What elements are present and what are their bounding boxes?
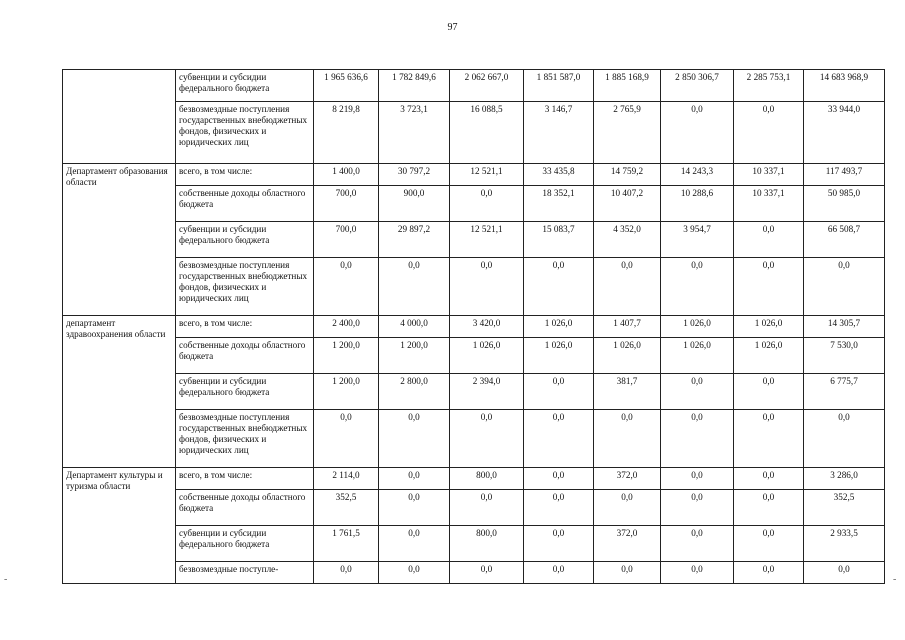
value-cell: 1 400,0 — [314, 164, 379, 186]
table-row — [63, 374, 885, 410]
value-cell: 0,0 — [379, 490, 450, 526]
value-cell: 0,0 — [314, 562, 379, 584]
value-cell: 2 850 306,7 — [661, 70, 734, 102]
value-cell: 2 394,0 — [450, 374, 524, 410]
value-cell: 8 219,8 — [314, 102, 379, 164]
table-row — [63, 316, 885, 338]
value-cell: 1 026,0 — [594, 338, 661, 374]
row-label-cell: всего, в том числе: — [176, 164, 314, 186]
table-row — [63, 562, 885, 584]
table-row — [63, 186, 885, 222]
row-label-cell: собственные доходы областного бюджета — [176, 186, 314, 222]
department-name-cell — [63, 70, 176, 164]
row-total-cell: 33 944,0 — [804, 102, 885, 164]
row-total-cell: 117 493,7 — [804, 164, 885, 186]
value-cell: 1 026,0 — [450, 338, 524, 374]
table-row — [63, 70, 885, 102]
value-cell: 2 285 753,1 — [734, 70, 804, 102]
value-cell: 1 026,0 — [661, 338, 734, 374]
value-cell: 0,0 — [379, 258, 450, 316]
row-label-cell: субвенции и субсидии федерального бюджета — [176, 526, 314, 562]
row-label-cell: собственные доходы областного бюджета — [176, 490, 314, 526]
table-row — [63, 490, 885, 526]
row-label-cell: субвенции и субсидии федерального бюджета — [176, 374, 314, 410]
value-cell: 33 435,8 — [524, 164, 594, 186]
row-total-cell: 352,5 — [804, 490, 885, 526]
value-cell: 1 026,0 — [524, 338, 594, 374]
value-cell: 10 407,2 — [594, 186, 661, 222]
table-row — [63, 468, 885, 490]
value-cell: 1 026,0 — [524, 316, 594, 338]
value-cell: 700,0 — [314, 186, 379, 222]
value-cell: 372,0 — [594, 468, 661, 490]
value-cell: 0,0 — [734, 526, 804, 562]
value-cell: 0,0 — [661, 490, 734, 526]
value-cell: 0,0 — [734, 410, 804, 468]
row-total-cell: 14 305,7 — [804, 316, 885, 338]
value-cell: 1 026,0 — [734, 338, 804, 374]
table-row — [63, 338, 885, 374]
table-row — [63, 258, 885, 316]
value-cell: 0,0 — [524, 562, 594, 584]
value-cell: 352,5 — [314, 490, 379, 526]
value-cell: 4 352,0 — [594, 222, 661, 258]
value-cell: 14 243,3 — [661, 164, 734, 186]
value-cell: 0,0 — [661, 468, 734, 490]
row-label-cell: собственные доходы областного бюджета — [176, 338, 314, 374]
value-cell: 0,0 — [734, 102, 804, 164]
value-cell: 0,0 — [734, 468, 804, 490]
value-cell: 2 062 667,0 — [450, 70, 524, 102]
table-row — [63, 526, 885, 562]
value-cell: 1 407,7 — [594, 316, 661, 338]
row-total-cell: 0,0 — [804, 562, 885, 584]
row-total-cell: 0,0 — [804, 410, 885, 468]
row-label-cell: всего, в том числе: — [176, 316, 314, 338]
value-cell: 0,0 — [661, 562, 734, 584]
value-cell: 12 521,1 — [450, 164, 524, 186]
value-cell: 1 200,0 — [379, 338, 450, 374]
value-cell: 0,0 — [734, 222, 804, 258]
value-cell: 0,0 — [379, 526, 450, 562]
value-cell: 0,0 — [524, 258, 594, 316]
row-total-cell: 2 933,5 — [804, 526, 885, 562]
value-cell: 30 797,2 — [379, 164, 450, 186]
value-cell: 0,0 — [450, 562, 524, 584]
value-cell: 0,0 — [734, 374, 804, 410]
value-cell: 12 521,1 — [450, 222, 524, 258]
value-cell: 0,0 — [661, 410, 734, 468]
value-cell: 1 026,0 — [661, 316, 734, 338]
value-cell: 0,0 — [524, 468, 594, 490]
row-total-cell: 6 775,7 — [804, 374, 885, 410]
value-cell: 1 851 587,0 — [524, 70, 594, 102]
department-name-cell: Департамент культуры и туризма области — [63, 468, 176, 584]
value-cell: 700,0 — [314, 222, 379, 258]
table-row — [63, 410, 885, 468]
row-total-cell: 66 508,7 — [804, 222, 885, 258]
value-cell: 1 761,5 — [314, 526, 379, 562]
value-cell: 0,0 — [734, 258, 804, 316]
value-cell: 1 782 849,6 — [379, 70, 450, 102]
value-cell: 800,0 — [450, 468, 524, 490]
row-total-cell: 7 530,0 — [804, 338, 885, 374]
value-cell: 0,0 — [734, 490, 804, 526]
value-cell: 0,0 — [661, 526, 734, 562]
value-cell: 0,0 — [314, 410, 379, 468]
table-row — [63, 102, 885, 164]
value-cell: 2 114,0 — [314, 468, 379, 490]
row-label-cell: субвенции и субсидии федерального бюджета — [176, 70, 314, 102]
value-cell: 0,0 — [661, 258, 734, 316]
value-cell: 29 897,2 — [379, 222, 450, 258]
value-cell: 0,0 — [450, 258, 524, 316]
value-cell: 16 088,5 — [450, 102, 524, 164]
value-cell: 18 352,1 — [524, 186, 594, 222]
row-label-cell: безвозмездные поступле- — [176, 562, 314, 584]
value-cell: 1 965 636,6 — [314, 70, 379, 102]
value-cell: 10 288,6 — [661, 186, 734, 222]
row-total-cell: 3 286,0 — [804, 468, 885, 490]
value-cell: 0,0 — [594, 410, 661, 468]
value-cell: 0,0 — [594, 562, 661, 584]
left-edge-mark: - — [4, 574, 8, 585]
value-cell: 3 954,7 — [661, 222, 734, 258]
table-row — [63, 164, 885, 186]
value-cell: 0,0 — [661, 102, 734, 164]
row-total-cell: 14 683 968,9 — [804, 70, 885, 102]
value-cell: 800,0 — [450, 526, 524, 562]
value-cell: 381,7 — [594, 374, 661, 410]
page-number: 97 — [447, 22, 458, 33]
value-cell: 900,0 — [379, 186, 450, 222]
value-cell: 0,0 — [450, 490, 524, 526]
value-cell: 0,0 — [379, 468, 450, 490]
value-cell: 0,0 — [314, 258, 379, 316]
value-cell: 1 026,0 — [734, 316, 804, 338]
value-cell: 1 200,0 — [314, 338, 379, 374]
value-cell: 3 420,0 — [450, 316, 524, 338]
value-cell: 0,0 — [450, 186, 524, 222]
value-cell: 0,0 — [734, 562, 804, 584]
budget-table — [62, 69, 885, 584]
value-cell: 3 723,1 — [379, 102, 450, 164]
value-cell: 1 200,0 — [314, 374, 379, 410]
row-label-cell: субвенции и субсидии федерального бюджета — [176, 222, 314, 258]
value-cell: 15 083,7 — [524, 222, 594, 258]
value-cell: 14 759,2 — [594, 164, 661, 186]
value-cell: 10 337,1 — [734, 186, 804, 222]
row-label-cell: безвозмездные поступления государственных внебюджетных фондов, физических и юридических лиц — [176, 258, 314, 316]
value-cell: 0,0 — [524, 374, 594, 410]
value-cell: 0,0 — [594, 490, 661, 526]
value-cell: 0,0 — [524, 526, 594, 562]
value-cell: 4 000,0 — [379, 316, 450, 338]
value-cell: 0,0 — [450, 410, 524, 468]
value-cell: 0,0 — [524, 490, 594, 526]
value-cell: 0,0 — [594, 258, 661, 316]
value-cell: 2 400,0 — [314, 316, 379, 338]
value-cell: 2 765,9 — [594, 102, 661, 164]
table-row — [63, 222, 885, 258]
right-edge-mark: - — [893, 574, 897, 585]
value-cell: 0,0 — [379, 410, 450, 468]
row-total-cell: 50 985,0 — [804, 186, 885, 222]
value-cell: 372,0 — [594, 526, 661, 562]
row-label-cell: безвозмездные поступления государственных внебюджетных фондов, физических и юридических лиц — [176, 410, 314, 468]
department-name-cell: департамент здравоохранения области — [63, 316, 176, 468]
value-cell: 2 800,0 — [379, 374, 450, 410]
row-label-cell: безвозмездные поступления государственных внебюджетных фондов, физических и юридических лиц — [176, 102, 314, 164]
value-cell: 0,0 — [379, 562, 450, 584]
value-cell: 1 885 168,9 — [594, 70, 661, 102]
value-cell: 0,0 — [661, 374, 734, 410]
value-cell: 0,0 — [524, 410, 594, 468]
department-name-cell: Департамент образования области — [63, 164, 176, 316]
value-cell: 10 337,1 — [734, 164, 804, 186]
row-total-cell: 0,0 — [804, 258, 885, 316]
row-label-cell: всего, в том числе: — [176, 468, 314, 490]
value-cell: 3 146,7 — [524, 102, 594, 164]
